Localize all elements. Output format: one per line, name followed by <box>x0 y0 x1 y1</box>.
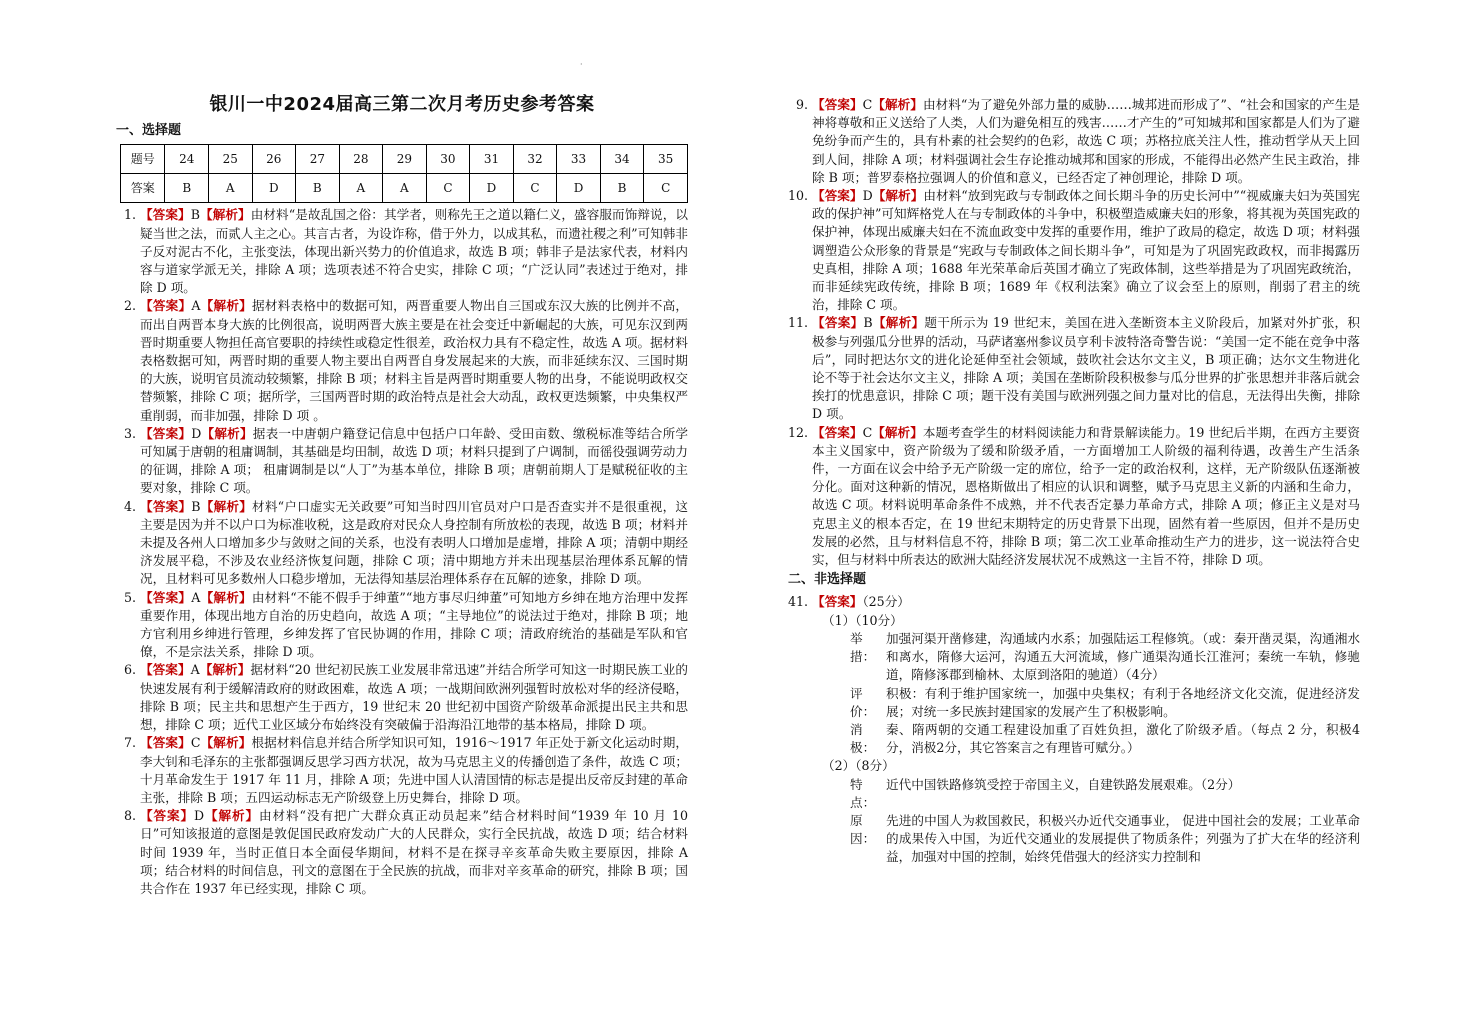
answer-tag: 【答案】 <box>140 589 192 605</box>
answer-tag: 【答案】 <box>140 425 192 441</box>
answer-item-10 <box>788 187 1360 314</box>
answer-row-negative <box>788 721 1360 757</box>
answer-item-11 <box>788 314 1360 423</box>
answer-row-reasons <box>788 812 1360 867</box>
table-number-cell: 28 <box>339 145 383 174</box>
answer-tag: 【答案】 <box>140 498 192 514</box>
row-label: 评价： <box>850 685 876 719</box>
table-answer-cell: A <box>209 174 253 203</box>
analysis-tag: 【解析】 <box>201 425 253 441</box>
answer-table <box>120 144 688 203</box>
table-answer-cell: D <box>252 174 296 203</box>
item-number: 3. <box>123 425 136 441</box>
table-answer-cell: D <box>557 174 601 203</box>
right-column <box>788 96 1360 867</box>
analysis-text: 根据材料信息并结合所学知识可知，1916～1917 年正处于新文化运动时期，李大钊和毛泽东的主张都强调反思学习西方状况，故为马克思主义的传播创造了条件，故选 C 项；十月革命发生于 1917 年 11 月，排除 A 项；先进中国人认清国情的标志是提出反帝反封建的革命主张，排除 B 项；五四运动标志无产阶级登上历史舞台，排除 D 项。 <box>140 735 689 805</box>
answer-letter: A <box>191 589 201 605</box>
item-number: 4. <box>123 498 136 514</box>
answer-item-2 <box>116 297 688 424</box>
analysis-text: 由材料“没有把广大群众真正动员起来”结合材料时间“1939 年 10 月 10 日”可知该报道的意图是敦促国民政府发动广大的人民群众，实行全民抗战，故选 D 项；结合材料时间 1939 年，当时正值日本全面侵华期间，材料不是在探寻辛亥革命失败主要原因，排除 A 项；结合材料的时间信息，刊文的意图在于全民族的抗战，而非对辛亥革命的研究，排除 B 项；国共合作在 1937 年已经实现，排除 C 项。 <box>140 808 688 896</box>
table-number-cell: 30 <box>426 145 470 174</box>
section-choice-heading: 一、选择题 <box>116 123 182 139</box>
answer-tag: 【答案】 <box>812 188 863 204</box>
answer-item-41 <box>788 593 1360 611</box>
answer-tag: 【答案】 <box>812 424 863 440</box>
table-head-number: 题号 <box>121 145 165 174</box>
answer-letter: C <box>862 97 873 112</box>
table-number-cell: 35 <box>644 145 688 174</box>
answer-tag: 【答案】 <box>812 97 863 112</box>
answer-tag: 【答案】 <box>140 662 191 678</box>
answer-table-answer-row <box>121 174 688 203</box>
table-number-cell: 27 <box>296 145 340 174</box>
item-number: 9. <box>795 97 808 112</box>
score-text: （25分） <box>862 594 910 610</box>
table-answer-cell: C <box>644 174 688 203</box>
analysis-text: 由材料“为了避免外部力量的威胁……城邦进而形成了”、“社会和国家的产生是神将尊敬和正义送给了人类，人们为避免相互的残害……才产生的”可知城邦和国家都是人们为了避免纷争而产生的，具有朴素的社会契约的色彩，故选 C 项；苏格拉底关注人性，推动哲学从天上回到人间，排除 A 项；材料强调社会生存论推动城邦和国家的形成，不能得出必然产生民主政治，排除 B 项；普罗泰格拉强调人的价值和意义，已经否定了神创理论，排除 D 项。 <box>812 97 1360 185</box>
analysis-tag: 【解析】 <box>199 207 251 223</box>
answer-letter: D <box>191 425 202 441</box>
table-number-cell: 26 <box>252 145 296 174</box>
table-number-cell: 33 <box>557 145 601 174</box>
analysis-tag: 【解析】 <box>872 424 923 440</box>
analysis-tag: 【解析】 <box>200 498 253 514</box>
answer-row-measures <box>788 630 1360 685</box>
answer-item-5 <box>116 589 688 662</box>
item-number: 41. <box>788 594 809 610</box>
header-dot: · <box>580 60 583 69</box>
table-number-cell: 31 <box>470 145 514 174</box>
answer-letter: C <box>862 424 873 440</box>
analysis-tag: 【解析】 <box>200 298 252 314</box>
answer-letter: B <box>191 498 201 514</box>
analysis-text: 由材料“是故乱国之俗：其学者，则称先王之道以籍仁义，盛容服而饰辩说，以疑当世之法，而贰人主之心。其言古者，为设诈称，借于外力，以成其私，而遗社稷之利”可知韩非子反对泥古不化，主张变法，体现出新兴势力的价值追求，故选 B 项；韩非子是法家代表，材料内容与道家学派无关，排除 A 项；选项表述不符合史实，排除 C 项；“广泛认同”表述过于绝对，排除 D 项。 <box>140 207 688 296</box>
table-answer-cell: A <box>383 174 427 203</box>
answer-tag: 【答案】 <box>812 594 863 610</box>
analysis-text: 据材料“20 世纪初民族工业发展非常迅速”并结合所学可知这一时期民族工业的快速发展有利于缓解清政府的财政困难，故选 A 项；一战期间欧洲列强暂时放松对华的经济侵略，排除 B 项；民主共和思想产生于西方，19 世纪末 20 世纪初中国资产阶级革命派提出民主共和思想，排除 C 项；近代工业区域分布始终没有突破偏于沿海沿江地带的基本格局，排除 D 项。 <box>140 662 689 733</box>
item-number: 10. <box>788 188 809 204</box>
table-answer-cell: B <box>600 174 644 203</box>
table-answer-cell: B <box>296 174 340 203</box>
table-answer-cell: C <box>513 174 557 203</box>
table-number-cell: 24 <box>165 145 209 174</box>
item-number: 11. <box>788 315 809 331</box>
answer-letter: D <box>862 188 873 204</box>
analysis-tag: 【解析】 <box>200 735 252 751</box>
analysis-tag: 【解析】 <box>204 808 260 824</box>
table-answer-cell: A <box>339 174 383 203</box>
answer-table-number-row <box>121 145 688 174</box>
answer-item-12 <box>788 424 1360 570</box>
answer-row-evaluation <box>788 685 1360 721</box>
row-label: 特点： <box>850 776 876 810</box>
answer-row-features <box>788 776 1360 812</box>
answer-letter: A <box>190 662 200 678</box>
analysis-text: 由材料“放到宪政与专制政体之间长期斗争的历史长河中”“视威廉夫妇为英国宪政的保护神”可知辉格党人在与专制政体的斗争中，积极塑造威廉夫妇的形象，将其视为英国宪政的保护神，体现出威廉夫妇在不流血政变中发挥的重要作用，维护了政局的稳定，故选 D 项；材料强调塑造公众形象的背景是“宪政与专制政体之间长期斗争”，可知是为了巩固宪政政权，而非揭露历史真相，排除 A 项；1688 年光荣革命后英国才确立了宪政体制，这些举措是为了巩固宪政统治，而非延续宪政传统，排除 B 项；1689 年《权利法案》确立了议会至上的原则，削弱了君主的统治，排除 C 项。 <box>812 188 1361 313</box>
answer-item-3 <box>116 425 688 498</box>
table-answer-cell: B <box>165 174 209 203</box>
answer-letter: A <box>191 298 201 314</box>
analysis-tag: 【解析】 <box>872 188 924 204</box>
table-number-cell: 32 <box>513 145 557 174</box>
item-number: 12. <box>788 424 809 440</box>
table-number-cell: 29 <box>383 145 427 174</box>
subquestion-2-heading: （2）（8分） <box>822 758 895 774</box>
table-number-cell: 25 <box>209 145 253 174</box>
item-number: 1. <box>123 207 136 223</box>
row-text: 秦、隋两朝的交通工程建设加重了百姓负担，激化了阶级矛盾。（每点 2 分，积极4分，消极2分，其它答案言之有理皆可赋分。） <box>886 721 1360 756</box>
item-number: 7. <box>123 735 136 751</box>
table-number-cell: 34 <box>600 145 644 174</box>
analysis-text: 题干所示为 19 世纪末，美国在进入垄断资本主义阶段后，加紧对外扩张，积极参与列强瓜分世界的活动，马萨诸塞州参议员亨利卡波特洛奇警告说：“美国一定不能在竞争中落后”，同时把达尔文的进化论延伸至社会领域，鼓吹社会达尔文主义，B 项正确；达尔文生物进化论不等于社会达尔文主义，排除 A 项；美国在垄断阶段积极参与瓜分世界的扩张思想并非落后就会挨打的忧患意识，排除 C 项；题干没有美国与欧洲列强之间力量对比的信息，无法得出失衡，排除 D 项。 <box>812 315 1361 422</box>
table-answer-cell: D <box>470 174 514 203</box>
analysis-text: 本题考查学生的材料阅读能力和背景解读能力。19 世纪后半期，在西方主要资本主义国家中，资产阶级为了缓和阶级矛盾，一方面增加工人阶级的福利待遇，改善生产生活条件，一方面在议会中给予无产阶级一定的席位，给予一定的政治权利，这样，无产阶级队伍逐渐被分化。面对这种新的情况，恩格斯做出了相应的认识和调整，赋予马克思主义新的内涵和生命力，故选 C 项。材料说明革命条件不成熟，并不代表否定暴力革命方式，排除 A 项；修正主义是对马克思主义的根本否定，在 19 世纪末期特定的历史背景下出现，固然有着一些原因，但并不是历史发展的必然，且与材料信息不符，排除 B 项；第二次工业革命推动生产力的进步，这一说法符合史实，但与材料中所表达的欧洲大陆经济发展状况不成熟这一主旨不符，排除 D 项。 <box>812 424 1361 568</box>
answer-tag: 【答案】 <box>140 808 195 824</box>
analysis-text: 由材料“不能不假手于绅董”“地方事尽归绅董”可知地方乡绅在地方治理中发挥重要作用，体现出地方自治的历史趋向，故选 A 项；“主导地位”的说法过于绝对，排除 B 项；地方官利用乡绅进行管理，乡绅发挥了官民协调的作用，排除 C 项；清政府统治的基础是军队和官僚，不是宗法关系，排除 D 项。 <box>140 589 688 660</box>
row-text: 加强河渠开凿修建，沟通域内水系；加强陆运工程修筑。（或：秦开凿灵渠，沟通湘水和离水，隋修大运河，沟通五大河流域，修广通渠沟通长江淮河；秦统一车轨，修驰道，隋修涿郡到榆林、太原到洛阳的驰道）（4分） <box>886 630 1360 683</box>
answer-tag: 【答案】 <box>140 298 192 314</box>
table-answer-cell: C <box>426 174 470 203</box>
answer-item-8 <box>116 807 688 898</box>
answer-letter: B <box>190 207 200 223</box>
analysis-text: 材料“户口虚实无关政要”可知当时四川官员对户口是否查实并不是很重视，这主要是因为并不以户口为标准收税，这是政府对民众人身控制有所放松的表现，故选 B 项；材料并未提及各州人口增加多少与敛财之间的关系，也没有表明人口增加是虚增，排除 A 项；清朝中期经济发展平稳，不涉及农业经济恢复问题，排除 C 项；清中期地方并未出现基层治理体系瓦解的情况，且材料可见多数州人口稳步增加，无法得知基层治理体系存在瓦解的迹象，排除 D 项。 <box>140 498 688 587</box>
analysis-tag: 【解析】 <box>872 97 923 112</box>
item-number: 5. <box>123 589 136 605</box>
item-number: 2. <box>123 298 136 314</box>
section-nonchoice-heading: 二、非选择题 <box>788 572 867 588</box>
analysis-text: 据表一中唐朝户籍登记信息中包括户口年龄、受田亩数、缴税标准等结合所学可知属于唐朝的租庸调制，其基础是均田制，故选 D 项；材料只提到了户调制，而徭役强调劳动力的征调，排除 A 项； 租庸调制是以“人丁”为基本单位，排除 B 项；唐朝前期人丁是赋税征收的主要对象，排除 C 项。 <box>140 425 689 496</box>
analysis-tag: 【解析】 <box>872 315 925 331</box>
item-number: 8. <box>123 808 136 824</box>
answer-letter: C <box>190 735 201 751</box>
row-label: 消极： <box>850 721 876 756</box>
item-number: 6. <box>123 662 136 678</box>
table-head-answer: 答案 <box>121 174 165 203</box>
answer-item-7 <box>116 734 688 807</box>
answer-letter: D <box>194 808 205 824</box>
left-column <box>116 96 688 898</box>
analysis-tag: 【解析】 <box>200 589 252 605</box>
answer-letter: B <box>863 315 873 331</box>
answer-item-9 <box>788 96 1360 187</box>
answer-item-6 <box>116 661 688 734</box>
row-label: 原因： <box>850 812 876 847</box>
analysis-text: 据材料表格中的数据可知，两晋重要人物出自三国或东汉大族的比例并不高，而出自两晋本身大族的比例很高，说明两晋大族主要是在社会变迁中新崛起的大族，可见东汉到两晋时期重要人物担任高官要职的持续性或稳定性很差，政治权力具有不稳定性，故选 A 项。据材料表格数据可知，两晋时期的重要人物主要出自两晋自身发展起来的大族，而非延续东汉、三国时期的大族，说明官员流动较频繁，排除 B 项；材料主旨是两晋时期重要人物的出身，不能说明政权交替频繁，排除 C 项；据所学，三国两晋时期的政治特点是社会大动乱，政权更迭频繁，中央集权严重削弱，而非加强，排除 D 项 。 <box>140 298 689 423</box>
row-text: 近代中国铁路修筑受控于帝国主义，自建铁路发展艰难。（2分） <box>886 776 1241 792</box>
row-text: 先进的中国人为救国救民，积极兴办近代交通事业， 促进中国社会的发展；工业革命的成果传入中国，为近代交通业的发展提供了物质条件；列强为了扩大在华的经济利益，加强对中国的控制，始终凭借强大的经济实力控制和 <box>886 812 1360 865</box>
subquestion-1-heading: （1）（10分） <box>822 612 903 628</box>
analysis-tag: 【解析】 <box>199 662 251 678</box>
answer-tag: 【答案】 <box>140 207 191 223</box>
answer-tag: 【答案】 <box>812 315 864 331</box>
answer-item-4 <box>116 498 688 589</box>
answer-tag: 【答案】 <box>140 735 191 751</box>
page-title: 银川一中2024届高三第二次月考历史参考答案 <box>209 94 595 115</box>
answer-item-1 <box>116 206 688 297</box>
row-text: 积极：有利于维护国家统一，加强中央集权；有利于各地经济文化交流，促进经济发展；对统一多民族封建国家的发展产生了积极影响。 <box>886 685 1360 719</box>
row-label: 举措： <box>850 630 876 665</box>
